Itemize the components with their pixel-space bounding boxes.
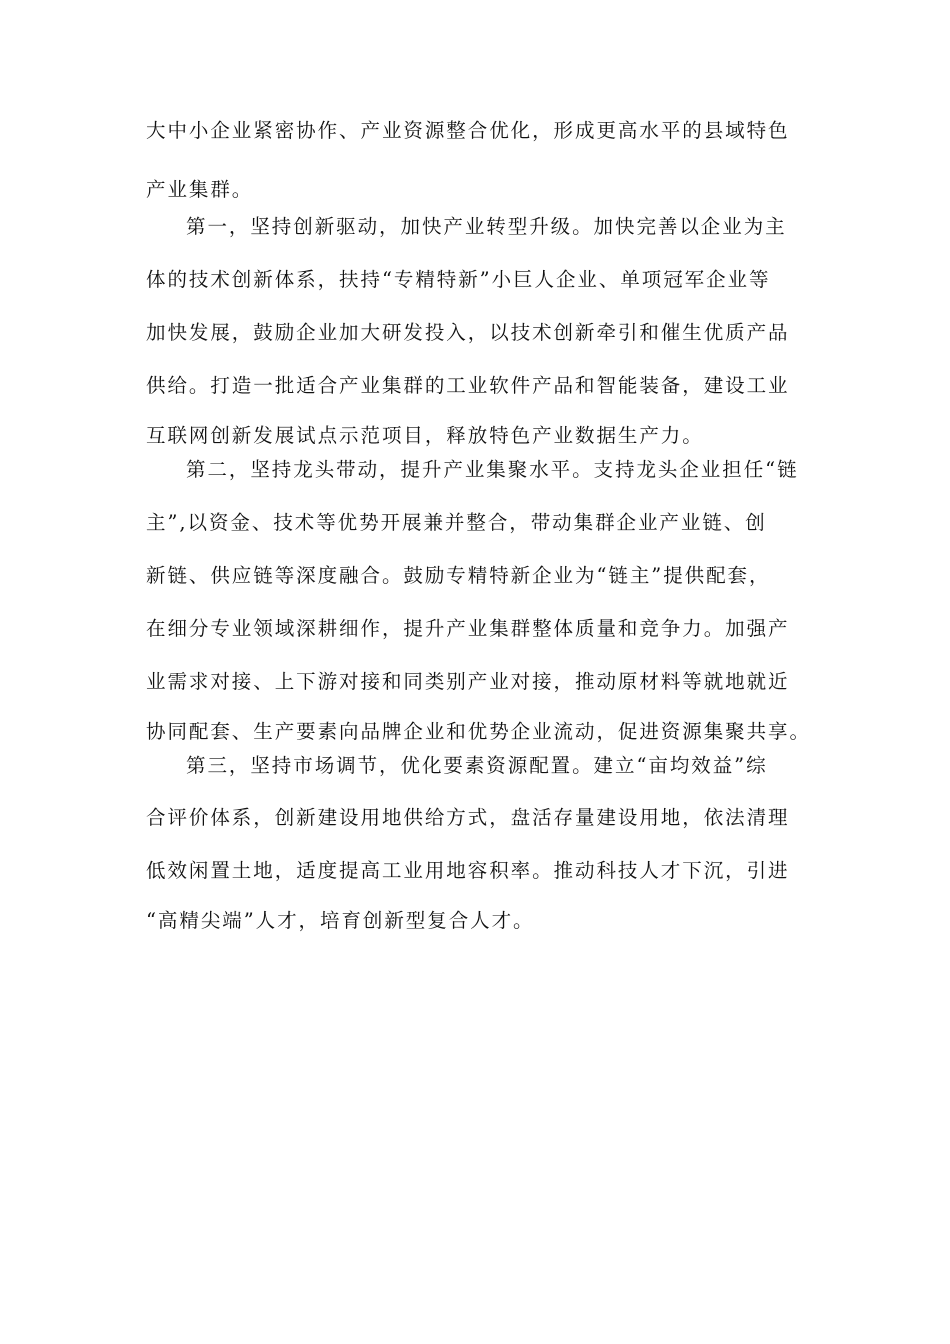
text-line-10: 新链、供应链等深度融合。鼓励专精特新企业为“链主”提供配套， (146, 564, 771, 587)
paragraph-1-first-line: 第一，坚持创新驱动，加快产业转型升级。加快完善以企业为主 (186, 215, 787, 238)
paragraph-3-first-line: 第三，坚持市场调节，优化要素资源配置。建立“亩均效益”综 (186, 754, 768, 777)
text-line-9: 主”,以资金、技术等优势开展兼并整合，带动集群企业产业链、创 (146, 511, 767, 534)
text-line-2: 产业集群。 (146, 178, 254, 201)
text-line-4: 体的技术创新体系，扶持“专精特新”小巨人企业、单项冠军企业等 (146, 268, 771, 291)
text-line-16: 低效闲置土地，适度提高工业用地容积率。推动科技人才下沉，引进 (146, 859, 790, 882)
text-line-12: 业需求对接、上下游对接和同类别产业对接，推动原材料等就地就近 (146, 670, 790, 693)
text-line-6: 供给。打造一批适合产业集群的工业软件产品和智能装备，建设工业 (146, 374, 790, 397)
text-line-13: 协同配套、生产要素向品牌企业和优势企业流动，促进资源集聚共享。 (146, 720, 811, 743)
text-line-17: “高精尖端”人才，培育创新型复合人才。 (146, 909, 535, 932)
text-line-15: 合评价体系，创新建设用地供给方式，盘活存量建设用地，依法清理 (146, 806, 790, 829)
text-line-1: 大中小企业紧密协作、产业资源整合优化，形成更高水平的县域特色 (146, 119, 790, 142)
text-line-11: 在细分专业领域深耕细作，提升产业集群整体质量和竞争力。加强产 (146, 617, 790, 640)
paragraph-2-first-line: 第二，坚持龙头带动，提升产业集聚水平。支持龙头企业担任“链 (186, 458, 799, 481)
text-line-5: 加快发展，鼓励企业加大研发投入，以技术创新牵引和催生优质产品 (146, 321, 790, 344)
text-line-7: 互联网创新发展试点示范项目，释放特色产业数据生产力。 (146, 424, 704, 447)
